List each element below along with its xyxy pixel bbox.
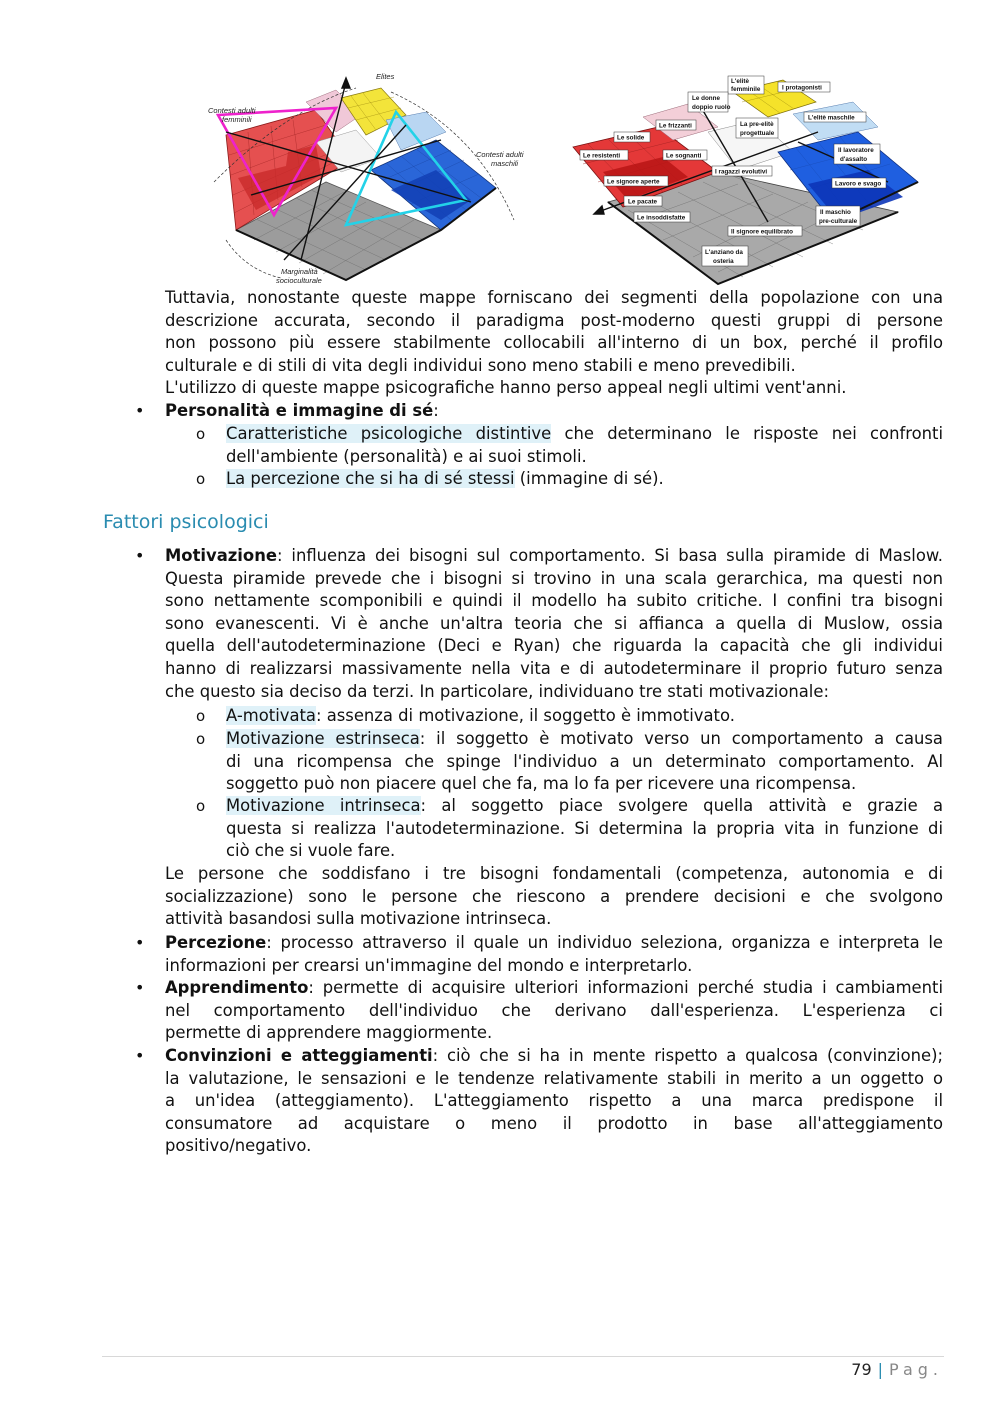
page-number: 79 — [851, 1360, 872, 1379]
footer-divider — [102, 1356, 944, 1357]
label-insoddisfatte: Le insoddisfatte — [637, 214, 686, 222]
term-motivazione: Motivazione — [165, 546, 277, 565]
section-heading: Fattori psicologici — [103, 511, 269, 533]
svg-text:osteria: osteria — [713, 258, 734, 265]
highlight: A-motivata — [226, 706, 316, 725]
label-donne-doppio-ruolo: Le donne — [692, 95, 720, 102]
label-ragazzi-evolutivi: I ragazzi evolutivi — [715, 168, 768, 176]
svg-text:d'assalto: d'assalto — [840, 156, 868, 163]
label-pacate: Le pacate — [628, 198, 658, 206]
label-protagonisti: I protagonisti — [782, 84, 822, 92]
label-lavoro-svago: Lavoro e svago — [835, 180, 882, 188]
highlight: Caratteristiche psicologiche distintive — [226, 424, 552, 443]
label-marginalita: Marginalità — [281, 267, 318, 276]
label-elite-femminile: L'elitè — [731, 78, 749, 85]
sub-item-intrinseca: Motivazione intrinseca: al soggetto piace svolgere quella attività e grazie a questa si realizza l'autodeterminazione. Si determina la propria vita in funzione di ciò che si vuole fare. — [226, 796, 943, 861]
footer-separator: | — [877, 1360, 884, 1379]
highlight: Motivazione estrinseca — [226, 729, 420, 748]
svg-text:progettuale: progettuale — [740, 130, 775, 137]
label-signore-equilibrato: Il signore equilibrato — [731, 228, 793, 236]
bullet-icon: • — [135, 1046, 145, 1065]
term-percezione: Percezione — [165, 933, 267, 952]
term-apprendimento: Apprendimento — [165, 978, 309, 997]
label-elites: Elites — [376, 72, 395, 81]
term-convinzioni: Convinzioni e atteggiamenti — [165, 1046, 433, 1065]
motivazione-paragraph: Le persone che soddisfano i tre bisogni fondamentali (competenza, autonomia e di socializzazione) sono le persone che riescono a prendere decisioni e che svolgono attività basandosi sulla motivazione intrinseca. — [165, 864, 943, 929]
sub-item-caratteristiche: Caratteristiche psicologiche distintive che determinano le risposte nei confronti dell'ambiente (personalità) e ai suoi stimoli. — [226, 424, 944, 466]
sub-item-percezione-se: La percezione che si ha di sé stessi (immagine di sé). — [226, 469, 664, 488]
label-contesti-femminili: Contesti adulti — [208, 106, 256, 115]
sub-bullet-icon: o — [196, 797, 206, 815]
page-label: Pag. — [889, 1360, 943, 1379]
page-footer — [851, 1360, 943, 1379]
psychographic-map-left — [196, 70, 542, 288]
svg-text:femminile: femminile — [731, 86, 761, 93]
highlight: Motivazione intrinseca — [226, 796, 421, 815]
sub-item-estrinseca: Motivazione estrinseca: il soggetto è motivato verso un comportamento a causa di una ricompensa che spinge l'individuo a un determinato comportamento. Al soggetto può non piacere quel che fa, ma lo fa per ricevere una ricompensa. — [226, 729, 943, 794]
label-sognanti: Le sognanti — [666, 152, 702, 160]
label-elite-maschile: L'elitè maschile — [808, 114, 855, 122]
sub-item-a-motivata: A-motivata: assenza di motivazione, il soggetto è immotivato. — [226, 706, 735, 725]
list-item-convinzioni: Convinzioni e atteggiamenti: ciò che si ha in mente rispetto a qualcosa (convinzione); la valutazione, le sensazioni e le tendenze relativamente stabili in merito a un oggetto o a un'idea (atteggiamento). L'atteggiamento rispetto a una marca predispone il consumatore ad acquistare o meno il prodotto in base all'atteggiamento positivo/negativo. — [165, 1046, 943, 1156]
label-pre-elite: La pre-elitè — [740, 121, 774, 128]
svg-text:doppio ruolo: doppio ruolo — [692, 104, 731, 111]
bullet-icon: • — [135, 401, 145, 420]
bullet-icon: • — [135, 933, 145, 952]
highlight: La percezione che si ha di sé stessi — [226, 469, 515, 488]
svg-text:maschili: maschili — [491, 159, 519, 168]
intro-paragraph: Tuttavia, nonostante queste mappe forniscano dei segmenti della popolazione con una descrizione accurata, secondo il paradigma post-moderno questi gruppi di persone non possono più essere stabilmente collocabili all'interno di un box, perché il profilo culturale e di stili di vita degli individui sono meno stabili e meno prevedibili. L'utilizzo di queste mappe psicografiche hanno perso appeal negli ultimi vent'anni. — [165, 288, 943, 398]
sub-bullet-icon: o — [196, 707, 206, 725]
label-maschio-pre-culturale: Il maschio — [820, 209, 851, 216]
svg-text:femminili: femminili — [222, 115, 252, 124]
term-personalita: Personalità e immagine di sé — [165, 401, 434, 420]
bullet-icon: • — [135, 546, 145, 565]
list-item-percezione: Percezione: processo attraverso il quale un individuo seleziona, organizza e interpreta le informazioni per crearsi un'immagine del mondo e interpretarlo. — [165, 933, 943, 975]
label-solide: Le solide — [617, 134, 645, 142]
svg-text:socioculturale: socioculturale — [276, 276, 322, 285]
sub-bullet-icon: o — [196, 730, 206, 748]
psychographic-map-right — [568, 72, 920, 288]
list-item-motivazione: Motivazione: influenza dei bisogni sul comportamento. Si basa sulla piramide di Maslow. Questa piramide prevede che i bisogni si trovino in una scala gerarchica, ma questi non sono nettamente scomponibili e quindi il modello ha subito critiche. I confini tra bisogni sono evanescenti. Vi è anche un'altra teoria che si affianca a quella di Muslow, ossia quella dell'autodeterminazione (Deci e Ryan) che riguarda la capacità che gli individui hanno di realizzarsi massivamente nella vita e di autodeterminare il proprio futuro senza che questo sia deciso da terzi. In particolare, individuano tre stati motivazionale: — [165, 546, 943, 701]
sub-bullet-icon: o — [196, 470, 206, 488]
list-item-apprendimento: Apprendimento: permette di acquisire ulteriori informazioni perché studia i cambiamenti nel comportamento dell'individuo che derivano dall'esperienza. L'esperienza ci permette di apprendere maggiormente. — [165, 978, 943, 1043]
label-lavoratore-assalto: Il lavoratore — [838, 147, 874, 154]
label-signore-aperte: Le signore aperte — [607, 178, 660, 186]
label-frizzanti: Le frizzanti — [659, 122, 692, 130]
sub-bullet-icon: o — [196, 425, 206, 443]
label-anziano-osteria: L'anziano da — [705, 249, 743, 256]
label-resistenti: Le resistenti — [583, 152, 621, 160]
label-contesti-maschili: Contesti adulti — [476, 150, 524, 159]
bullet-icon: • — [135, 978, 145, 997]
svg-text:pre-culturale: pre-culturale — [819, 218, 858, 225]
list-item-personalita: Personalità e immagine di sé: — [165, 401, 439, 420]
